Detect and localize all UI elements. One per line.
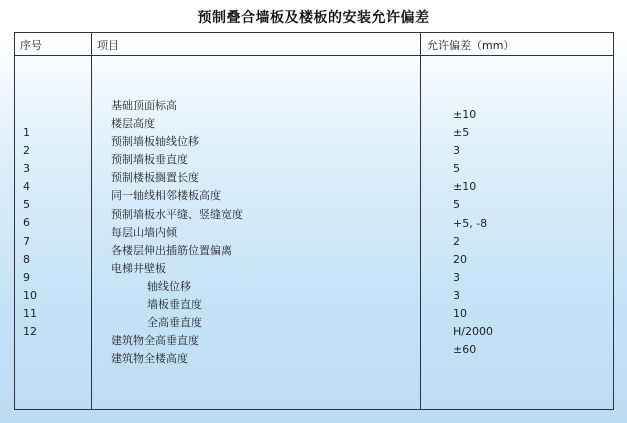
tolerance-cell: 2 [453,234,460,248]
tolerance-table [14,32,614,410]
serial-number-cell: 4 [23,180,30,194]
item-cell: 楼层高度 [111,117,155,131]
tolerance-cell: +5, -8 [453,216,488,230]
header-item: 项目 [97,39,119,52]
tolerance-cell: ±60 [453,343,477,357]
header-serial-number: 序号 [20,39,42,52]
item-cell: 轴线位移 [147,279,191,293]
tolerance-cell: 5 [453,198,460,212]
serial-number-list [23,124,37,341]
tolerance-cell: 3 [453,270,460,284]
tolerance-cell: 3 [453,288,460,302]
tolerance-cell: 10 [453,307,467,321]
item-cell: 建筑物全高垂直度 [111,334,199,348]
item-list [111,97,243,368]
column-divider-1 [91,33,92,409]
tolerance-cell: 3 [453,144,460,158]
column-divider-2 [420,33,421,409]
serial-number-cell: 9 [23,270,30,284]
item-cell: 预制墙板轴线位移 [111,135,199,149]
tolerance-cell: ±10 [453,108,477,121]
serial-number-cell: 1 [23,126,30,139]
item-cell: 墙板垂直度 [147,298,202,312]
serial-number-cell: 7 [23,234,30,248]
item-cell: 预制墙板水平缝、竖缝宽度 [111,207,243,221]
serial-number-cell: 8 [23,252,30,266]
serial-number-cell: 6 [23,216,30,230]
item-cell: 每层山墙内倾 [111,225,177,239]
header-tolerance: 允许偏差（mm） [427,39,515,52]
serial-number-cell: 11 [23,306,37,320]
item-cell: 全高垂直度 [147,316,202,330]
tolerance-cell: ±5 [453,126,470,140]
table-title: 预制叠合墙板及楼板的安装允许偏差 [197,10,430,26]
serial-number-cell: 3 [23,162,30,176]
item-cell: 预制墙板垂直度 [111,153,188,167]
serial-number-cell: 2 [23,144,30,158]
serial-number-cell: 12 [23,325,37,339]
item-cell: 基础顶面标高 [111,99,177,112]
serial-number-cell: 5 [23,198,30,212]
item-cell: 预制楼板搁置长度 [111,171,199,185]
item-cell: 电梯井壁板 [111,261,166,275]
serial-number-cell: 10 [23,288,37,302]
tolerance-cell: H/2000 [453,325,493,339]
tolerance-list [453,106,493,359]
header-divider [15,55,613,56]
item-cell: 同一轴线相邻楼板高度 [111,189,221,203]
item-cell: 各楼层伸出插筋位置偏离 [111,243,232,257]
tolerance-cell: 20 [453,252,467,266]
tolerance-cell: 5 [453,162,460,176]
tolerance-cell: ±10 [453,180,477,194]
item-cell: 建筑物全楼高度 [111,352,188,366]
